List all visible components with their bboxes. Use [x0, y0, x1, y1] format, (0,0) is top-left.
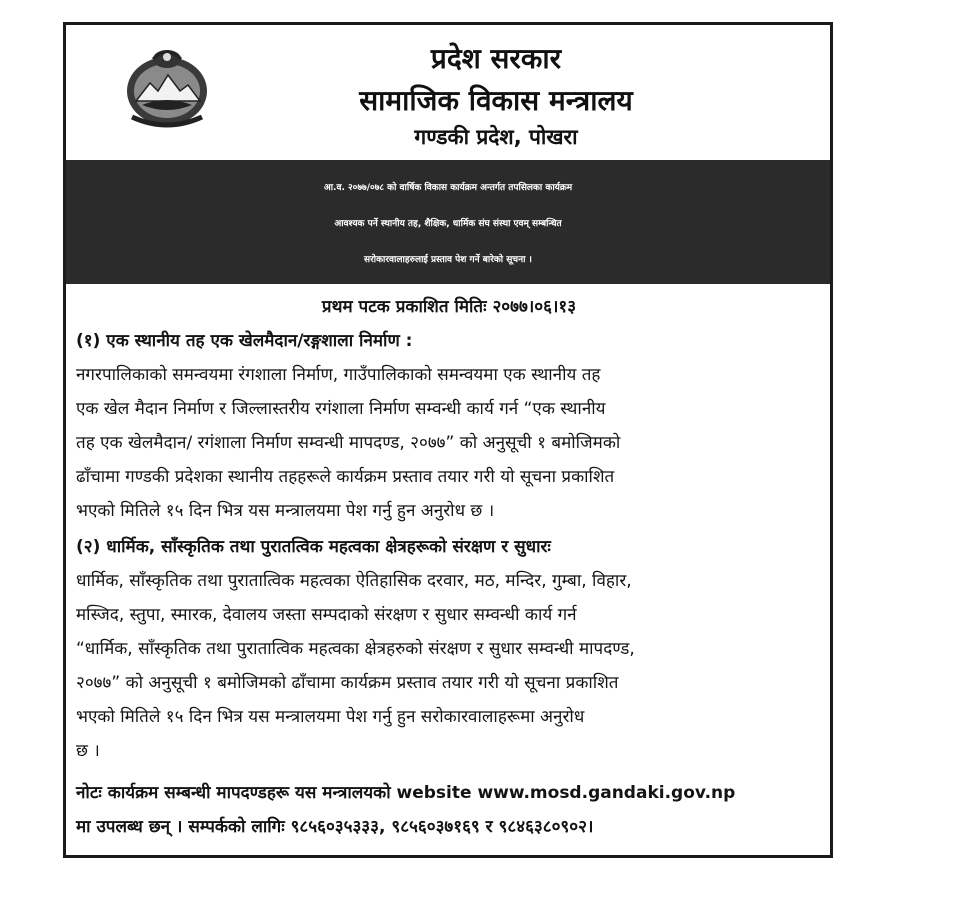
section-2-line-4: २०७७” को अनुसूची १ बमोजिमको ढाँचामा कार्यक्रम प्रस्ताव तयार गरी यो सूचना प्रकाशित	[76, 673, 619, 693]
section-1-line-3: तह एक खेलमैदान/ रगंशाला निर्माण सम्वन्धी मापदण्ड, २०७७” को अनुसूची १ बमोजिमको	[76, 433, 621, 453]
section-2-heading: (२) धार्मिक, साँस्कृतिक तथा पुरातत्विक महत्वका क्षेत्रहरूको संरक्षण र सुधारः	[76, 537, 551, 557]
section-1-line-2: एक खेल मैदान निर्माण र जिल्लास्तरीय रगंशाला निर्माण सम्वन्धी कार्य गर्न “एक स्थानीय	[76, 399, 606, 419]
govt-title: प्रदेश सरकार	[430, 42, 562, 75]
notice-frame	[63, 22, 833, 858]
section-2-line-6: छ ।	[76, 741, 100, 761]
notice-header	[66, 25, 830, 160]
nepal-state-emblem-icon	[122, 41, 212, 131]
section-2-line-3: “धार्मिक, साँस्कृतिक तथा पुरातात्विक महत्वका क्षेत्रहरुको संरक्षण र सुधार सम्वन्धी मापदण्ड,	[76, 639, 635, 659]
section-1-line-4: ढाँचामा गण्डकी प्रदेशका स्थानीय तहहरूले कार्यक्रम प्रस्ताव तयार गरी यो सूचना प्रकाशित	[76, 467, 615, 487]
banner-line-2: आवश्यक पर्ने स्थानीय तह, शैक्षिक, धार्मिक संघ संस्था एवम् सम्बन्धित	[334, 219, 562, 229]
section-2-line-5: भएको मितिले १५ दिन भित्र यस मन्त्रालयमा पेश गर्नु हुन सरोकारवालाहरूमा अनुरोध	[76, 707, 585, 727]
section-1-line-5: भएको मितिले १५ दिन भित्र यस मन्त्रालयमा पेश गर्नु हुन अनुरोध छ ।	[76, 501, 495, 521]
published-date: प्रथम पटक प्रकाशित मितिः २०७७।०६।१३	[321, 297, 577, 317]
banner-line-1: आ.व. २०७७/०७८ को वार्षिक विकास कार्यक्रम अन्तर्गत तपसिलका कार्यक्रम	[323, 183, 573, 193]
section-1-heading: (१) एक स्थानीय तह एक खेलमैदान/रङ्गशाला निर्माण :	[76, 331, 413, 351]
section-1-line-1: नगरपालिकाको समन्वयमा रंगशाला निर्माण, गाउँपालिकाको समन्वयमा एक स्थानीय तह	[76, 365, 601, 385]
notice-banner	[66, 160, 830, 284]
section-2-line-1: धार्मिक, साँस्कृतिक तथा पुरातात्विक महत्वका ऐतिहासिक दरवार, मठ, मन्दिर, गुम्बा, विहार,	[76, 571, 632, 591]
note-line-1: नोटः कार्यक्रम सम्बन्धी मापदण्डहरू यस मन्त्रालयको website www.mosd.gandaki.gov.np	[76, 783, 736, 803]
note-line-2: मा उपलब्ध छन् । सम्पर्कको लागिः ९८५६०३५३३३, ९८५६०३७१६९ र ९८४६३८०९०२।	[76, 817, 594, 837]
province-location: गण्डकी प्रदेश, पोखरा	[414, 125, 578, 149]
ministry-title: सामाजिक विकास मन्त्रालय	[359, 84, 633, 117]
banner-line-3: सरोकारवालाहरुलाई प्रस्ताव पेश गर्ने बारेको सूचना ।	[364, 255, 532, 265]
section-2-line-2: मस्जिद, स्तुपा, स्मारक, देवालय जस्ता सम्पदाको संरक्षण र सुधार सम्वन्धी कार्य गर्न	[76, 605, 577, 625]
